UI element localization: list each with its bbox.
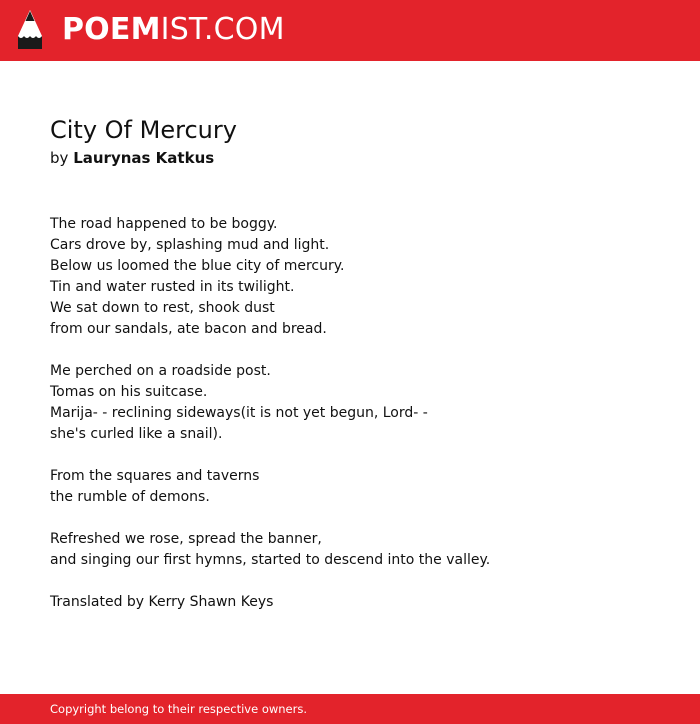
- stanza: [50, 529, 670, 571]
- poem-line: Refreshed we rose, spread the banner,: [50, 531, 322, 547]
- poem-line: Tin and water rusted in its twilight.: [50, 279, 295, 295]
- poem-line: We sat down to rest, shook dust: [50, 300, 275, 316]
- copyright-text: Copyright belong to their respective owners.: [50, 702, 308, 716]
- stanza: [50, 214, 670, 340]
- poem-line: the rumble of demons.: [50, 489, 210, 505]
- poem-line: Me perched on a roadside post.: [50, 363, 271, 379]
- pencil-tip-icon[interactable]: [17, 9, 43, 51]
- site-header: [0, 0, 700, 61]
- logo-light-text: IST.COM: [160, 12, 285, 47]
- poem-content: [50, 114, 670, 634]
- stanza: [50, 466, 670, 508]
- poem-line: Tomas on his suitcase.: [50, 384, 208, 400]
- poem-line: From the squares and taverns: [50, 468, 260, 484]
- stanza: [50, 361, 670, 445]
- poem-title: City Of Mercury: [50, 116, 237, 144]
- logo-bold-text: POEM: [62, 12, 161, 47]
- translator-note: [50, 592, 670, 613]
- translator-credit: Translated by Kerry Shawn Keys: [50, 594, 274, 610]
- site-logo[interactable]: [62, 12, 285, 48]
- author-name: Laurynas Katkus: [73, 149, 215, 167]
- poem-line: The road happened to be boggy.: [50, 216, 278, 232]
- poem-line: she's curled like a snail).: [50, 426, 223, 442]
- poem-line: Marija- - reclining sideways(it is not yet begun, Lord- -: [50, 405, 428, 421]
- poem-line: Cars drove by, splashing mud and light.: [50, 237, 330, 253]
- poem-body: [50, 214, 670, 613]
- byline: [50, 146, 670, 170]
- poem-line: Below us loomed the blue city of mercury.: [50, 258, 345, 274]
- poem-line: and singing our first hymns, started to descend into the valley.: [50, 552, 491, 568]
- poem-line: from our sandals, ate bacon and bread.: [50, 321, 327, 337]
- site-footer: [0, 694, 700, 724]
- by-label: by: [50, 149, 69, 167]
